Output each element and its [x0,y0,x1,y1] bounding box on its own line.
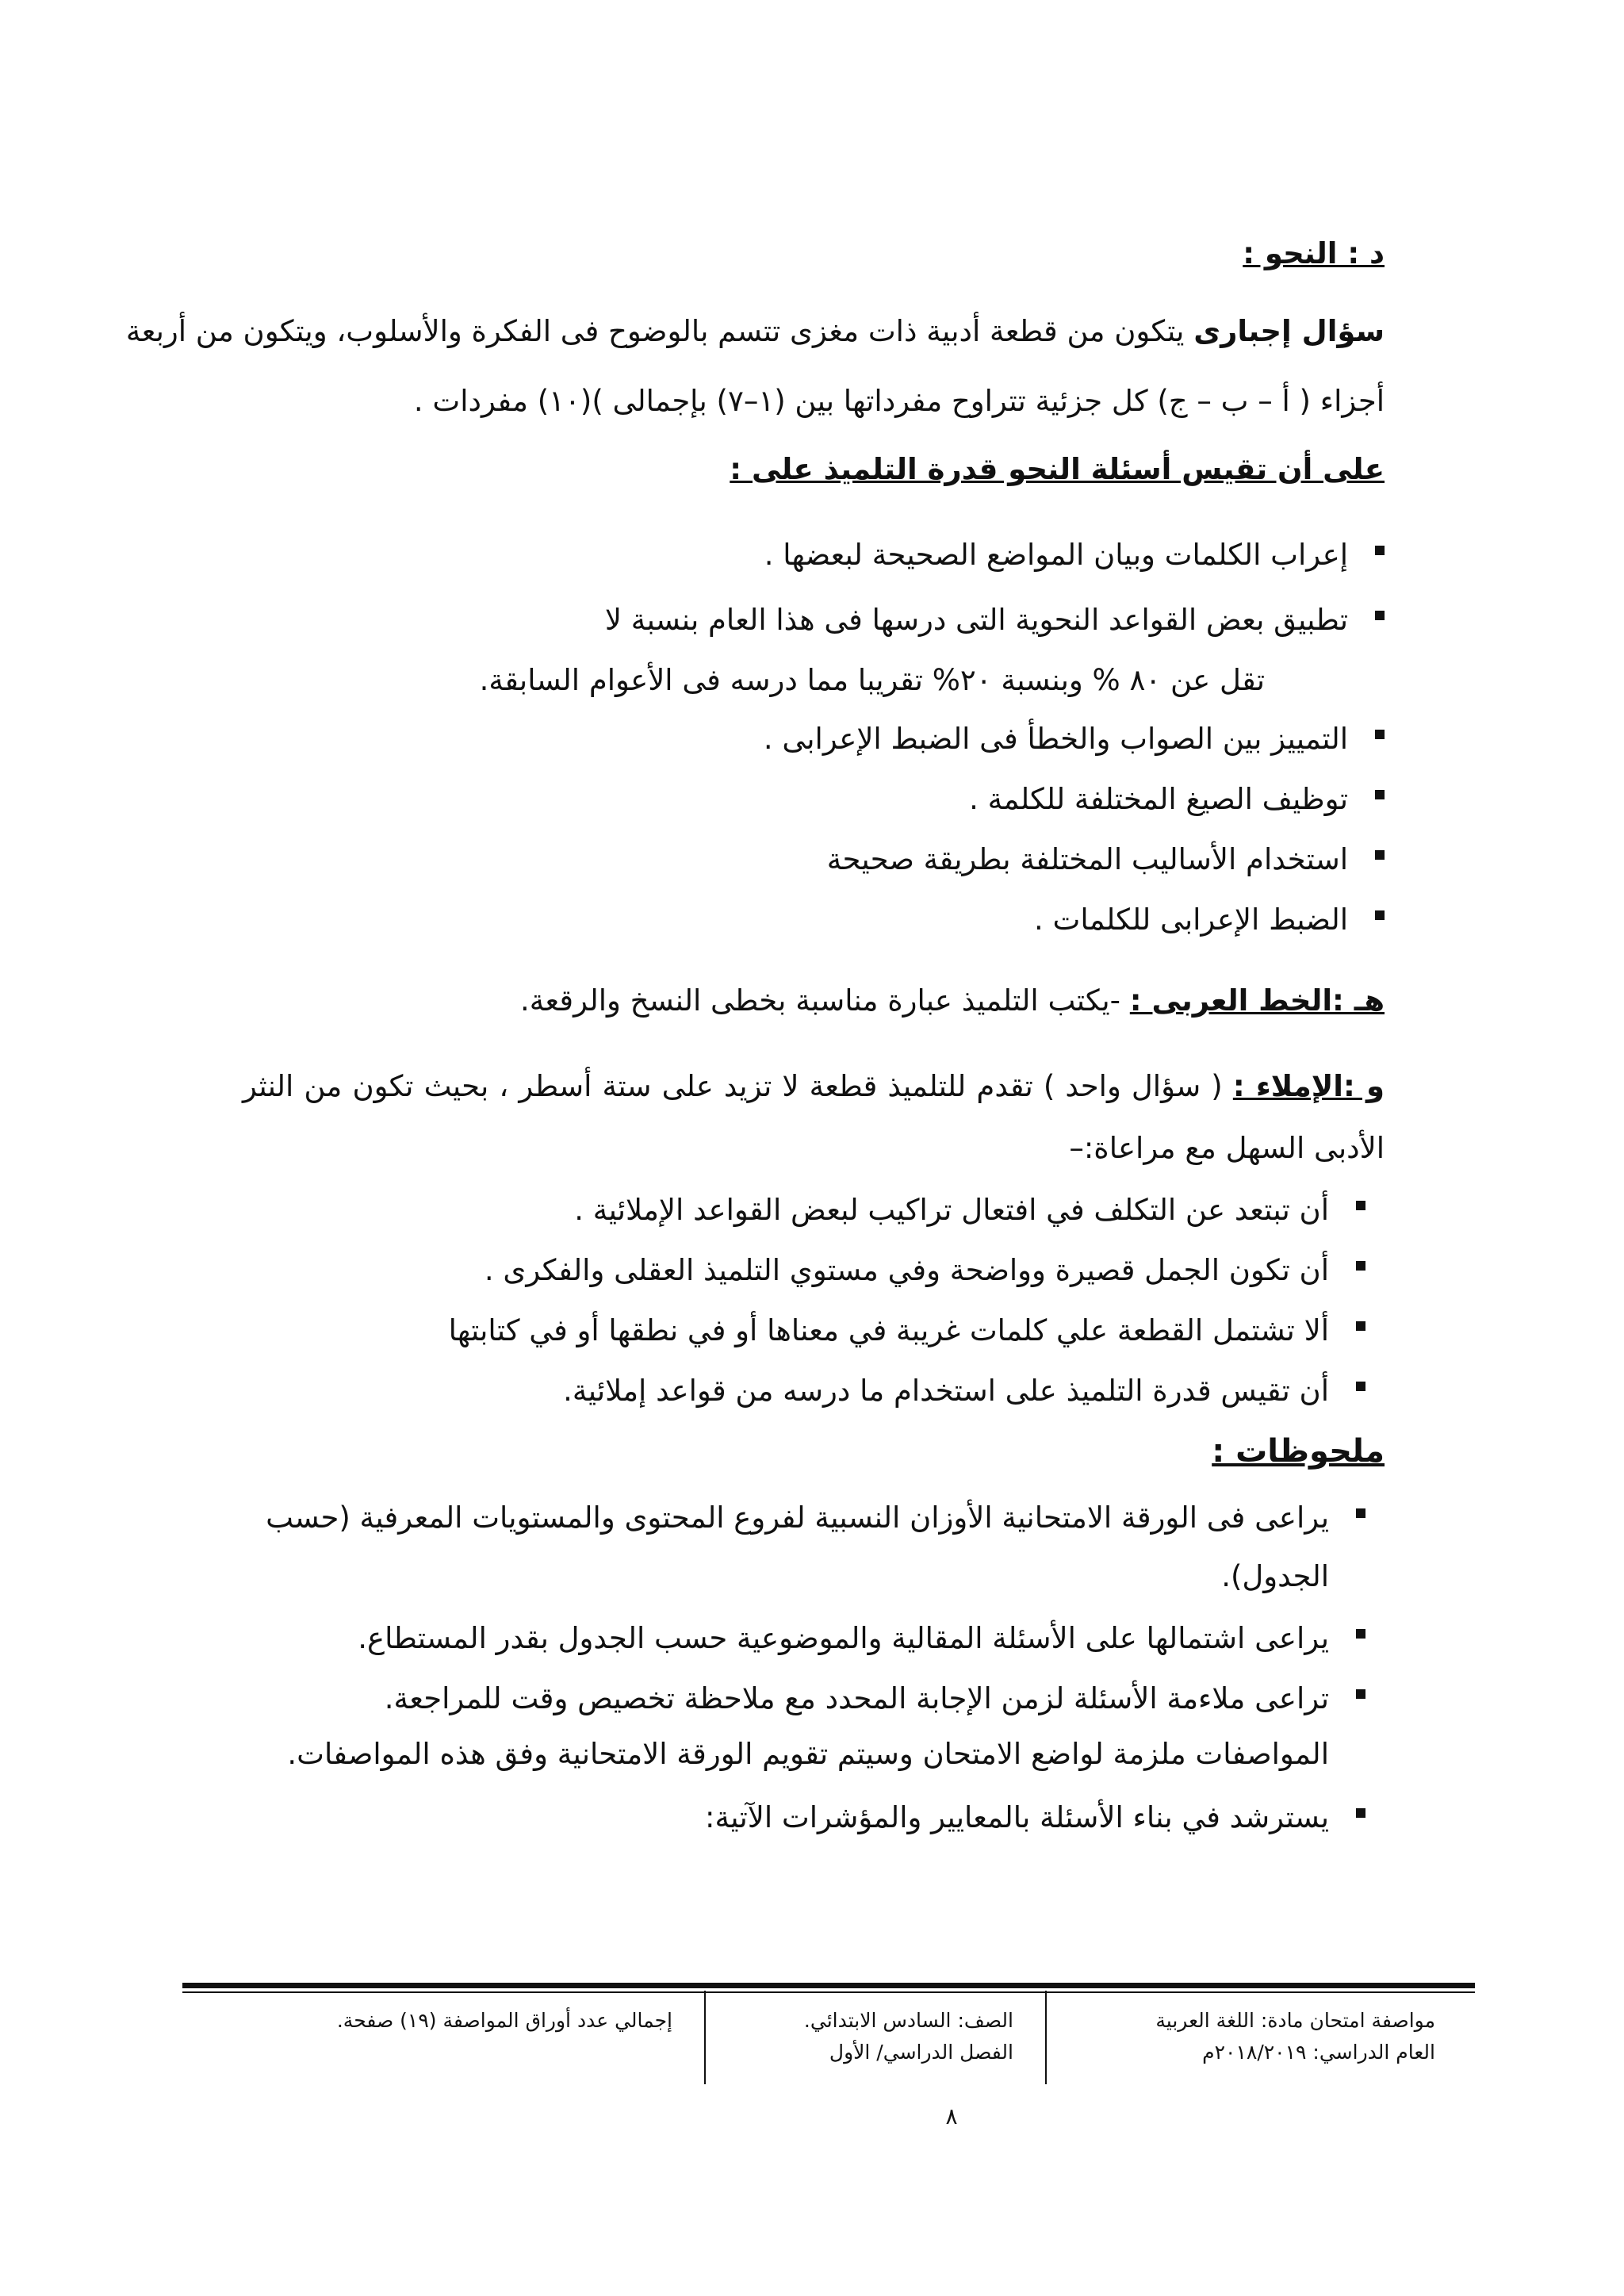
list-item [512,896,1385,952]
bullet-icon [1356,1629,1365,1639]
imlaa-heading: و :الإملاء : [1232,1069,1385,1103]
footer-spec-info [1055,2005,1435,2068]
list-item [266,1494,1365,1550]
list-item-text: أن تكون الجمل قصيرة وواضحة وفي مستوي التلميذ العقلى والفكرى . [484,1253,1329,1287]
list-item [448,1307,1365,1363]
list-item [271,1675,1365,1731]
list-item [512,776,1385,831]
list-item [271,1794,1365,1849]
list-item-text: إعراب الكلمات وبيان المواضع الصحيحة لبعضها . [764,538,1348,572]
list-item-text: ألا تشتمل القطعة علي كلمات غريبة في معناها أو في نطقها أو في كتابتها [448,1313,1329,1347]
list-item-text: يراعى فى الورقة الامتحانية الأوزان النسبية لفروع المحتوى والمستويات المعرفية (حسب [266,1501,1329,1535]
nahw-intro-text: يتكون من قطعة أدبية ذات مغزى تتسم بالوضوح فى الفكرة والأسلوب، ويتكون من أربعة [125,314,1194,348]
list-item-text: أن تقيس قدرة التلميذ على استخدام ما درسه من قواعد إملائية. [563,1374,1329,1408]
nahw-objectives-heading: على أن تقيس أسئلة النحو قدرة التلميذ على : [730,452,1385,486]
bullet-icon [1356,1321,1365,1331]
list-item [484,1247,1365,1302]
list-item-text: التمييز بين الصواب والخطأ فى الضبط الإعرابى . [763,722,1348,756]
list-item [493,1367,1365,1423]
footer-term: الفصل الدراسي/ الأول [829,2041,1013,2064]
footer-grade-info [696,2005,1013,2068]
bullet-icon [1375,546,1385,555]
list-item [271,1615,1365,1670]
list-item-text: توظيف الصيغ المختلفة للكلمة . [969,782,1348,816]
footer-pages-info [276,2005,672,2037]
footer-spec-year: العام الدراسي: ٢٠١٨/٢٠١٩م [1202,2041,1435,2064]
list-item [512,715,1385,771]
footer-rule-thick [182,1983,1475,1988]
page-number: ٨ [945,2103,958,2129]
list-item [512,836,1385,891]
list-item-text: يسترشد في بناء الأسئلة بالمعايير والمؤشرات الآتية: [704,1800,1329,1834]
imlaa-line1 [243,1063,1385,1110]
bullet-icon [1356,1508,1365,1518]
bullet-icon [1356,1382,1365,1391]
nahw-intro-line2: أجزاء ( أ – ب – ج) كل جزئية تتراوح مفرداتها بين (١–٧) بإجمالى )(١٠) مفردات . [413,384,1385,418]
list-item [512,596,1385,652]
footer-rule-thin [182,1991,1475,1993]
list-item-text: الضبط الإعرابى للكلمات . [1034,903,1348,937]
list-item-text: تطبيق بعض القواعد النحوية التى درسها فى هذا العام بنسبة لا [604,603,1348,637]
list-item-text: تراعى ملاءمة الأسئلة لزمن الإجابة المحدد مع ملاحظة تخصيص وقت للمراجعة. [384,1681,1329,1715]
nahw-continuation: تقل عن ٨٠ % وبنسبة ٢٠% تقريبا مما درسه فى الأعوام السابقة. [479,663,1265,697]
notes-bullet1-continuation: الجدول). [1221,1559,1329,1593]
notes-heading: ملحوظات : [1212,1433,1385,1470]
list-item-text: يراعى اشتمالها على الأسئلة المقالية والموضوعية حسب الجدول بقدر المستطاع. [358,1621,1329,1655]
footer-grade: الصف: السادس الابتدائي. [803,2009,1013,2032]
khat-heading: هـ :الخط العربى : [1129,983,1385,1018]
footer-spec-subject: مواصفة امتحان مادة: اللغة العربية [1155,2009,1435,2032]
list-item [493,1186,1365,1242]
bullet-icon [1375,850,1385,860]
bullet-icon [1356,1201,1365,1210]
bullet-icon [1356,1261,1365,1271]
bullet-icon [1375,730,1385,739]
list-item-text: أن تبتعد عن التكلف في افتعال تراكيب لبعض القواعد الإملائية . [574,1193,1329,1227]
notes-statement: المواصفات ملزمة لواضع الامتحان وسيتم تقويم الورقة الامتحانية وفق هذه المواصفات. [287,1737,1329,1771]
bullet-icon [1375,790,1385,799]
khat-text: -يكتب التلميذ عبارة مناسبة بخطى النسخ والرقعة. [519,983,1130,1018]
footer-divider [1045,1991,1047,2084]
imlaa-text: ( سؤال واحد ) تقدم للتلميذ قطعة لا تزيد على ستة أسطر ، بحيث تكون من النثر [243,1069,1233,1103]
nahw-intro-label: سؤال إجبارى [1193,314,1385,348]
bullet-icon [1375,910,1385,920]
footer-pages-count: إجمالي عدد أوراق المواصفة (١٩) صفحة. [336,2009,672,2032]
nahw-intro-line1 [125,308,1385,355]
list-item-text: استخدام الأساليب المختلفة بطريقة صحيحة [826,842,1348,876]
imlaa-line2: الأدبى السهل مع مراعاة:– [1069,1131,1385,1165]
list-item [512,531,1385,587]
khat-line [520,977,1385,1025]
bullet-icon [1375,611,1385,620]
bullet-icon [1356,1689,1365,1699]
bullet-icon [1356,1808,1365,1818]
nahw-heading: د : النحو : [1243,236,1385,270]
